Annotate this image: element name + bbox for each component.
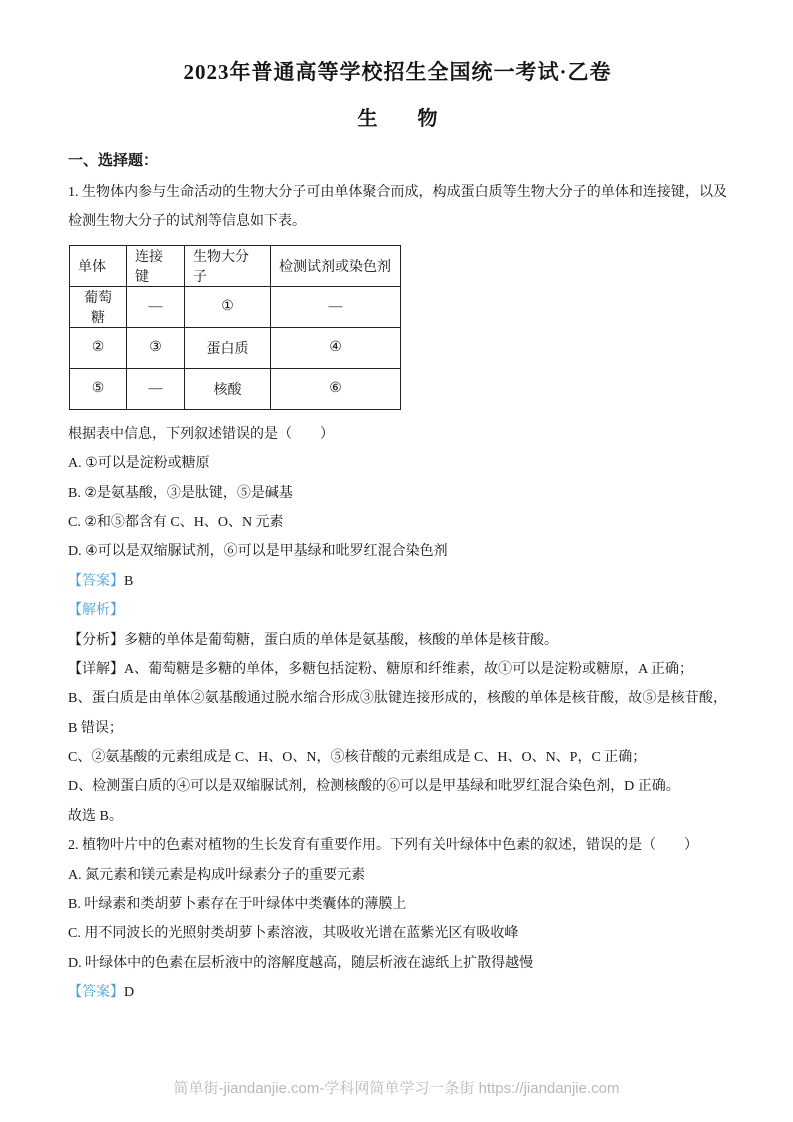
table-cell: — xyxy=(127,286,185,327)
watermark-footer: 简单街-jiandanjie.com-学科网简单学习一条街 https://jiandanjie.com xyxy=(173,1080,620,1097)
table-cell: ④ xyxy=(271,327,401,368)
table-cell: — xyxy=(271,286,401,327)
q2-option-a: A. 氮元素和镁元素是构成叶绿素分子的重要元素 xyxy=(68,867,366,883)
q2-answer-value: D xyxy=(124,985,135,1001)
section-heading-choice-questions: 一、选择题： xyxy=(68,153,159,169)
q1-explanation-c: C、②氨基酸的元素组成是 C、H、O、N，⑤核苷酸的元素组成是 C、H、O、N、P，C 正确； xyxy=(68,750,647,766)
q1-data-table xyxy=(69,245,401,410)
table-cell: ⑥ xyxy=(271,368,401,409)
q1-option-d: D. ④可以是双缩脲试剂，⑥可以是甲基绿和吡罗红混合染色剂 xyxy=(68,544,448,560)
q1-stem: 1. 生物体内参与生命活动的生物大分子可由单体聚合而成，构成蛋白质等生物大分子的单体和连接键，以及检测生物大分子的试剂等信息如下表。 xyxy=(68,185,727,230)
q1-option-a: A. ①可以是淀粉或糖原 xyxy=(68,456,210,472)
table-header-row xyxy=(70,245,401,286)
q1-conclusion: 故选 B。 xyxy=(68,808,123,824)
q2-option-b: B. 叶绿素和类胡萝卜素存在于叶绿体中类囊体的薄膜上 xyxy=(68,897,407,913)
q1-explanation-a: 【详解】A、葡萄糖是多糖的单体，多糖包括淀粉、糖原和纤维素，故①可以是淀粉或糖原，A 正确； xyxy=(68,661,693,677)
q2-stem: 2. 植物叶片中的色素对植物的生长发育有重要作用。下列有关叶绿体中色素的叙述，错误的是（ ） xyxy=(68,838,698,854)
q1-answer-label: 【答案】 xyxy=(68,573,124,589)
table-header-monomer: 单体 xyxy=(70,245,127,286)
table-cell: 蛋白质 xyxy=(185,327,271,368)
table-cell: ② xyxy=(70,327,127,368)
table-cell: 核酸 xyxy=(185,368,271,409)
table-cell: — xyxy=(127,368,185,409)
q2-option-d: D. 叶绿体中的色素在层析液中的溶解度越高，随层析液在滤纸上扩散得越慢 xyxy=(68,955,534,971)
table-cell: ⑤ xyxy=(70,368,127,409)
q1-answer-line xyxy=(68,567,727,596)
table-cell: ① xyxy=(185,286,271,327)
table-header-bond: 连接键 xyxy=(127,245,185,286)
table-cell: 葡萄糖 xyxy=(70,286,127,327)
q1-answer-value: B xyxy=(124,573,134,589)
q1-explanation-b: B、蛋白质是由单体②氨基酸通过脱水缩合形成③肽键连接形成的，核酸的单体是核苷酸，故⑤是核苷酸，B 错误； xyxy=(68,691,727,736)
q2-answer-label: 【答案】 xyxy=(68,985,124,1001)
exam-title: 2023年普通高等学校招生全国统一考试·乙卷 xyxy=(183,60,612,84)
q1-option-b: B. ②是氨基酸，③是肽键，⑤是碱基 xyxy=(68,485,293,501)
table-row xyxy=(70,327,401,368)
q1-analysis-label: 【解析】 xyxy=(68,603,124,619)
q1-explanation-d: D、检测蛋白质的④可以是双缩脲试剂，检测核酸的⑥可以是甲基绿和吡罗红混合染色剂，D 正确。 xyxy=(68,779,680,795)
exam-subject: 生 物 xyxy=(357,108,438,130)
table-cell: ③ xyxy=(127,327,185,368)
q2-option-c: C. 用不同波长的光照射类胡萝卜素溶液，其吸收光谱在蓝紫光区有吸收峰 xyxy=(68,926,519,942)
table-header-reagent: 检测试剂或染色剂 xyxy=(271,245,401,286)
q2-answer-line xyxy=(68,978,727,1007)
q1-option-c: C. ②和⑤都含有 C、H、O、N 元素 xyxy=(68,514,284,530)
table-header-macromolecule: 生物大分子 xyxy=(185,245,271,286)
q1-analysis-heading xyxy=(68,596,727,625)
table-row xyxy=(70,286,401,327)
q1-analysis-brief: 【分析】多糖的单体是葡萄糖，蛋白质的单体是氨基酸，核酸的单体是核苷酸。 xyxy=(68,632,558,648)
table-row xyxy=(70,368,401,409)
q1-question: 根据表中信息，下列叙述错误的是（ ） xyxy=(68,426,334,442)
